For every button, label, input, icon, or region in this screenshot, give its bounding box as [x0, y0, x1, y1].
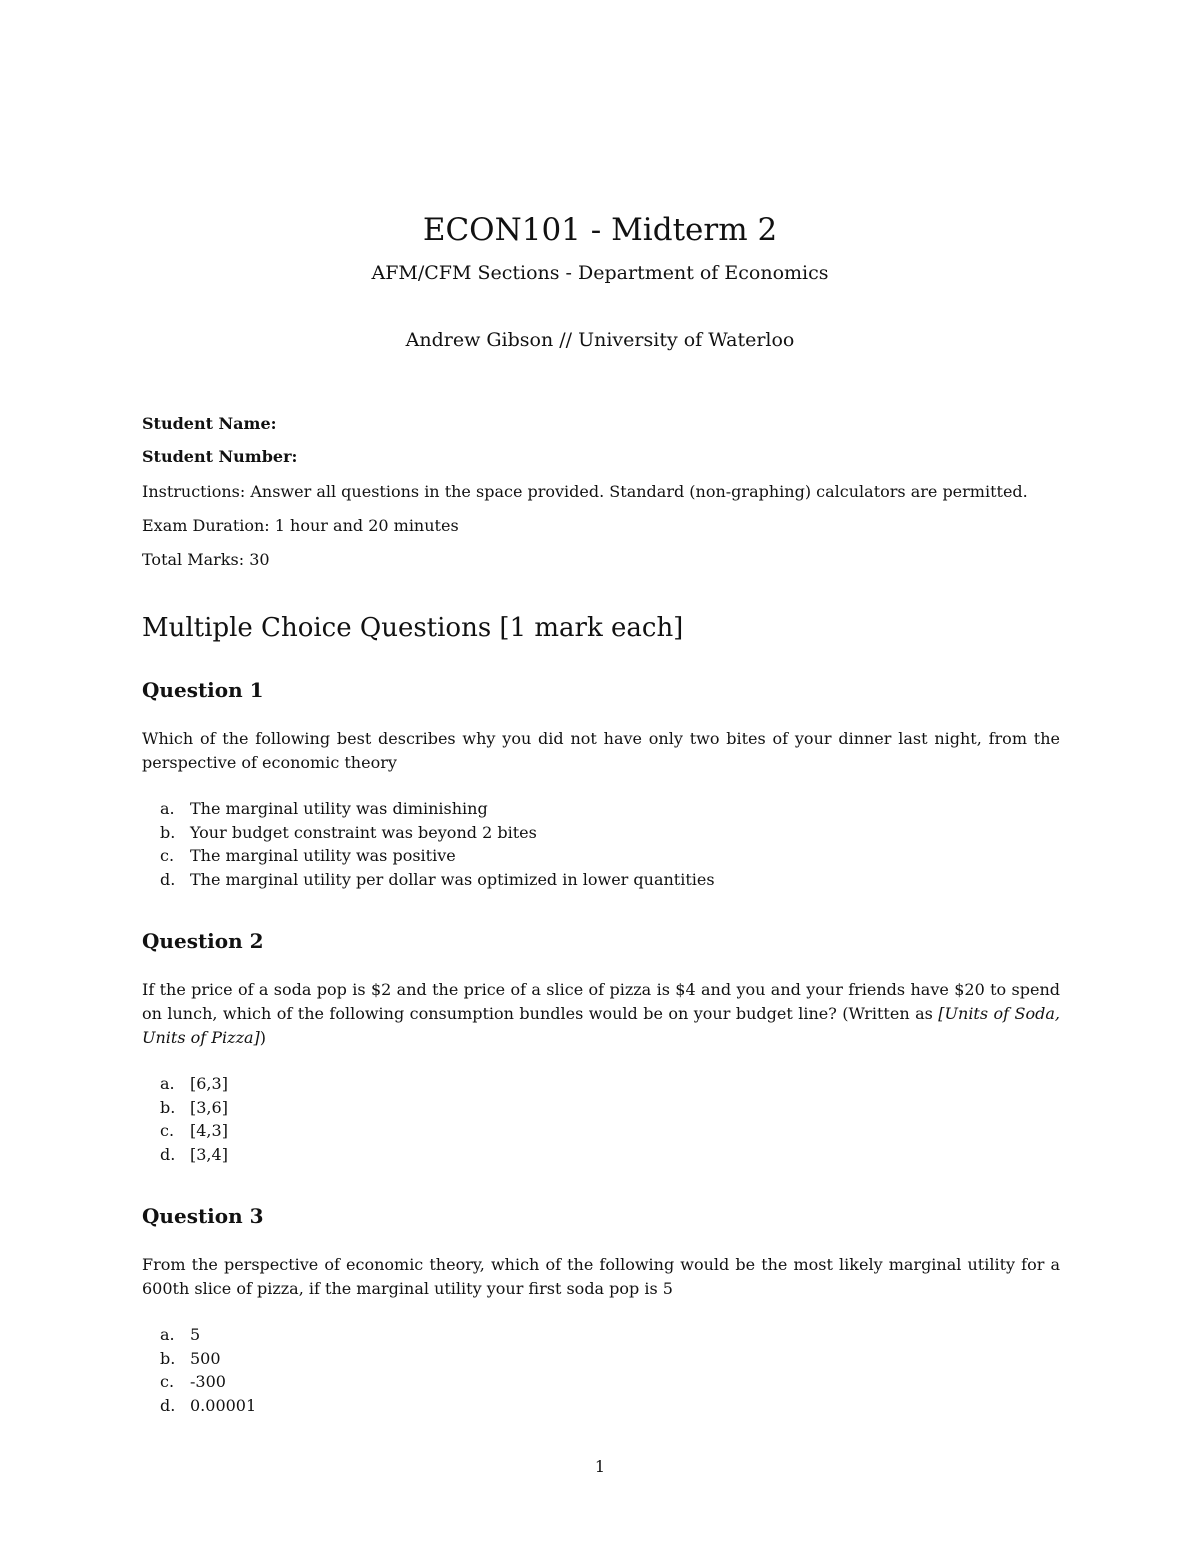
option-b: [160, 821, 715, 845]
option-text: [4,3]: [190, 1121, 228, 1141]
option-letter: a.: [160, 799, 175, 818]
total-marks-text: Total Marks: 30: [142, 550, 270, 569]
option-text: [6,3]: [190, 1074, 228, 1093]
exam-duration-text: Exam Duration: 1 hour and 20 minutes: [142, 516, 459, 535]
option-text: -300: [190, 1372, 226, 1392]
option-c: [160, 1119, 228, 1143]
question-1-text: Which of the following best describes why you did not have only two bites of your dinner last night, from the perspective of economic theory: [142, 729, 1060, 772]
question-2-text-main: If the price of a soda pop is $2 and the price of a slice of pizza is $4 and you and your friends have $20 to spend on lunch, which of the following consumption bundles would be on your budget line? (Written as: [142, 980, 1060, 1023]
option-a: [160, 1323, 256, 1347]
option-d: [160, 868, 715, 892]
option-letter: b.: [160, 1348, 176, 1368]
option-letter: d.: [160, 1395, 176, 1415]
question-1-options: [160, 797, 715, 891]
option-text: The marginal utility per dollar was optimized in lower quantities: [190, 869, 715, 889]
option-d: [160, 1394, 256, 1418]
author-line: Andrew Gibson // University of Waterloo: [405, 329, 795, 351]
option-letter: b.: [160, 1097, 176, 1117]
page-number: 1: [594, 1457, 606, 1476]
question-1-title: Question 1: [142, 678, 264, 702]
question-2-options: [160, 1072, 228, 1166]
question-2-title: Question 2: [142, 929, 264, 953]
option-letter: b.: [160, 822, 176, 842]
option-letter: c.: [160, 1121, 175, 1141]
option-letter: c.: [160, 846, 175, 866]
option-text: The marginal utility was diminishing: [190, 799, 488, 818]
option-text: [3,6]: [190, 1097, 228, 1117]
option-letter: d.: [160, 869, 176, 889]
option-letter: d.: [160, 1144, 176, 1164]
question-3-text: From the perspective of economic theory, which of the following would be the most likely marginal utility for a 600th slice of pizza, if the marginal utility your first soda pop is 5: [142, 1255, 1060, 1298]
question-2-text-italic: [Units of Soda, Units of Pizza]: [142, 1004, 1060, 1047]
option-a: [160, 797, 715, 821]
option-text: 500: [190, 1348, 221, 1368]
option-a: [160, 1072, 228, 1096]
option-text: 0.00001: [190, 1395, 257, 1415]
option-letter: a.: [160, 1325, 175, 1344]
option-text: [3,4]: [190, 1144, 228, 1164]
option-letter: c.: [160, 1372, 175, 1392]
question-2-text: [142, 978, 1060, 1050]
page-subtitle: AFM/CFM Sections - Department of Economics: [371, 262, 829, 284]
question-2-text-end: ): [259, 1028, 267, 1047]
student-name-label: Student Name:: [142, 414, 277, 433]
question-3-options: [160, 1323, 256, 1417]
section-title: Multiple Choice Questions [1 mark each]: [142, 613, 684, 643]
option-d: [160, 1143, 228, 1167]
instructions-text: Instructions: Answer all questions in the space provided. Standard (non-graphing) calculators are permitted.: [142, 482, 1028, 501]
page-title: ECON101 - Midterm 2: [422, 212, 778, 248]
question-3-title: Question 3: [142, 1204, 264, 1228]
student-number-label: Student Number:: [142, 447, 298, 466]
option-text: The marginal utility was positive: [190, 846, 456, 866]
option-c: [160, 1370, 256, 1394]
option-c: [160, 844, 715, 868]
option-text: 5: [190, 1325, 201, 1344]
option-text: Your budget constraint was beyond 2 bites: [190, 822, 537, 842]
option-b: [160, 1347, 256, 1371]
option-b: [160, 1096, 228, 1120]
option-letter: a.: [160, 1074, 175, 1093]
